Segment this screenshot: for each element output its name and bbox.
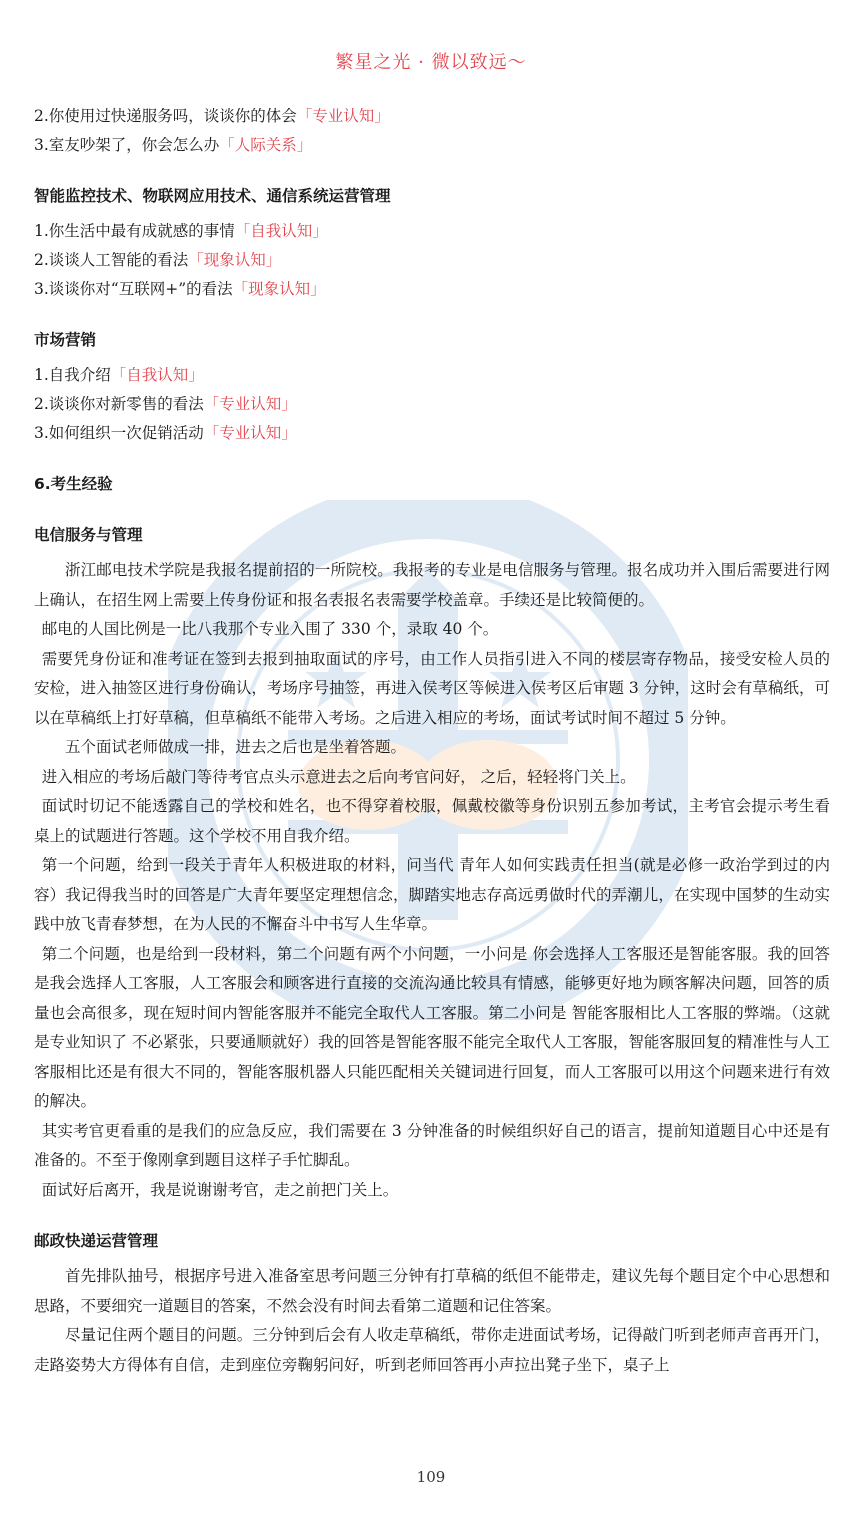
- section-heading-experience: 6.考生经验: [34, 475, 113, 493]
- category-tag: 「专业认知」: [203, 424, 297, 442]
- postal-experience: [34, 1262, 830, 1380]
- category-tag: 「自我认知」: [110, 366, 204, 384]
- section-heading-postal: 邮政快递运营管理: [34, 1232, 159, 1250]
- category-tag: 「自我认知」: [234, 222, 328, 240]
- section-heading-telecom: 电信服务与管理: [34, 526, 143, 544]
- paragraph: 需要凭身份证和准考证在签到去报到抽取面试的序号，由工作人员指引进入不同的楼层寄存物品，接受安检人员的安检，进入抽签区进行身份确认，考场序号抽签，再进入侯考区等候进入侯考区后审题 3 分钟，这时会有草稿纸，可以在草稿纸上打好草稿，但草稿纸不能带入考场。之后进入相应的考场，面试考试时间不超过 5 分钟。: [34, 649, 830, 727]
- question-item: 3.谈谈你对“互联网+”的看法「现象认知」: [34, 280, 326, 298]
- paragraph: 其实考官更看重的是我们的应急反应，我们需要在 3 分钟准备的时候组织好自己的语言，提前知道题目心中还是有准备的。不至于像刚拿到题目这样子手忙脚乱。: [34, 1121, 830, 1169]
- page-header: 繁星之光 · 微以致远～: [335, 52, 527, 73]
- intro-question-list: [34, 102, 830, 160]
- paragraph: 浙江邮电技术学院是我报名提前招的一所院校。我报考的专业是电信服务与管理。报名成功并入围后需要进行网上确认，在招生网上需要上传身份证和报名表报名表需要学校盖章。手续还是比较简便的。: [34, 561, 830, 609]
- question-item: 3.室友吵架了，你会怎么办「人际关系」: [34, 136, 313, 154]
- marketing-question-list: [34, 361, 830, 448]
- section-heading-marketing: 市场营销: [34, 331, 97, 349]
- question-item: 2.你使用过快递服务吗，谈谈你的体会「专业认知」: [34, 107, 390, 125]
- paragraph: 尽量记住两个题目的问题。三分钟到后会有人收走草稿纸，带你走进面试考场，记得敲门听到老师声音再开门，走路姿势大方得体有自信，走到座位旁鞠躬问好，听到老师回答再小声拉出凳子坐下，桌子上: [34, 1326, 830, 1374]
- question-item: 2.谈谈人工智能的看法「现象认知」: [34, 251, 282, 269]
- paragraph: 第一个问题，给到一段关于青年人积极进取的材料，问当代 青年人如何实践责任担当(就是必修一政治学到过的内容）我记得我当时的回答是广大青年要坚定理想信念，脚踏实地志存高远勇做时代的弄潮儿，在实现中国梦的生动实践中放飞青春梦想，在为人民的不懈奋斗中书写人生华章。: [34, 856, 830, 933]
- question-item: 2.谈谈你对新零售的看法「专业认知」: [34, 395, 297, 413]
- paragraph: 第二个问题，也是给到一段材料，第二个问题有两个小问题，一小问是 你会选择人工客服还是智能客服。我的回答是我会选择人工客服，人工客服会和顾客进行直接的交流沟通比较具有情感，能够更好地为顾客解决问题，回答的质量也会高很多，现在短时间内智能客服并不能完全取代人工客服。第二小问是 智能客服相比人工客服的弊端。（这就是专业知识了 不必紧张，只要通顺就好）我的回答是智能客服不能完全取代人工客服，智能客服回复的精准性与人工客服相比还是有很大不同的，智能客服机器人只能匹配相关关键词进行回复，而人工客服可以用这个问题来进行有效的解决。: [34, 944, 830, 1110]
- paragraph: 五个面试老师做成一排，进去之后也是坐着答题。: [65, 738, 407, 756]
- category-tag: 「人际关系」: [219, 136, 313, 154]
- page-number: 109: [416, 1468, 446, 1486]
- document-body: [34, 102, 830, 1380]
- paragraph: 进入相应的考场后敲门等待考官点头示意进去之后向考官问好， 之后，轻轻将门关上。: [41, 767, 636, 786]
- question-item: 1.你生活中最有成就感的事情「自我认知」: [34, 222, 328, 240]
- category-tag: 「现象认知」: [188, 251, 282, 269]
- category-tag: 「专业认知」: [296, 107, 390, 125]
- paragraph: 首先排队抽号，根据序号进入准备室思考问题三分钟有打草稿的纸但不能带走，建议先每个题目定个中心思想和思路，不要细究一道题目的答案，不然会没有时间去看第二道题和记住答案。: [34, 1267, 830, 1315]
- paragraph: 面试时切记不能透露自己的学校和姓名，也不得穿着校服，佩戴校徽等身份识别五参加考试，主考官会提示考生看桌上的试题进行答题。这个学校不用自我介绍。: [34, 797, 830, 845]
- category-tag: 「专业认知」: [203, 395, 297, 413]
- question-item: 1.自我介绍「自我认知」: [34, 366, 204, 384]
- paragraph: 面试好后离开，我是说谢谢考官，走之前把门关上。: [41, 1180, 399, 1199]
- paragraph: 邮电的人国比例是一比八我那个专业入围了 330 个，录取 40 个。: [41, 620, 499, 638]
- question-item: 3.如何组织一次促销活动「专业认知」: [34, 424, 297, 442]
- section-heading-monitoring: 智能监控技术、物联网应用技术、通信系统运营管理: [34, 187, 391, 205]
- monitoring-question-list: [34, 217, 830, 304]
- telecom-experience: [34, 556, 830, 1205]
- category-tag: 「现象认知」: [232, 280, 326, 298]
